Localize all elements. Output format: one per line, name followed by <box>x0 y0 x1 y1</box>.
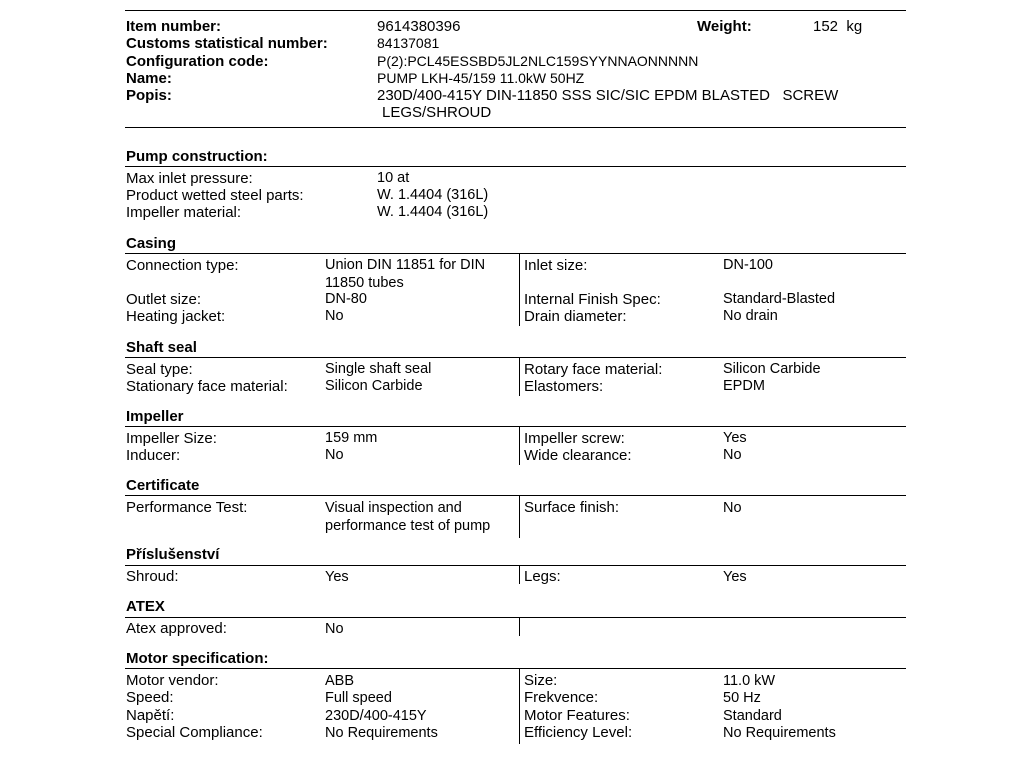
name-label: Name: <box>126 70 172 87</box>
rotary-face-label: Rotary face material: <box>524 361 663 378</box>
connection-type-value-line1: Union DIN 11851 for DIN <box>325 257 486 273</box>
internal-finish-value: Standard-Blasted <box>723 291 836 307</box>
connection-type-value-line2: 11850 tubes <box>325 275 404 291</box>
connection-type-label: Connection type: <box>126 257 239 274</box>
motor-features-label: Motor Features: <box>524 707 630 724</box>
max-inlet-pressure-label: Max inlet pressure: <box>126 170 253 187</box>
section-rule <box>125 357 906 358</box>
header-top-rule <box>125 10 906 11</box>
header-bottom-rule <box>125 127 906 128</box>
motor-vendor-value: ABB <box>325 673 355 689</box>
impeller-material-label: Impeller material: <box>126 204 242 221</box>
popis-label: Popis: <box>126 87 172 104</box>
legs-value: Yes <box>723 569 747 585</box>
special-compliance-label: Special Compliance: <box>126 724 263 741</box>
customs-value: 84137081 <box>377 35 440 51</box>
column-divider <box>519 496 520 538</box>
inlet-size-value: DN-100 <box>723 257 773 273</box>
section-title-certificate: Certificate <box>126 477 200 494</box>
section-title-casing: Casing <box>126 235 177 252</box>
column-divider <box>519 566 520 584</box>
seal-type-label: Seal type: <box>126 361 193 378</box>
heating-jacket-label: Heating jacket: <box>126 308 226 325</box>
section-title-shaft-seal: Shaft seal <box>126 339 197 356</box>
speed-value: Full speed <box>325 690 392 706</box>
shroud-label: Shroud: <box>126 568 179 585</box>
frekvence-label: Frekvence: <box>524 689 599 706</box>
heating-jacket-value: No <box>325 308 344 324</box>
performance-test-value-line2: performance test of pump <box>325 518 491 534</box>
motor-features-value: Standard <box>723 708 782 724</box>
config-label: Configuration code: <box>126 53 269 70</box>
legs-label: Legs: <box>524 568 561 585</box>
wide-clearance-label: Wide clearance: <box>524 447 632 464</box>
name-value: PUMP LKH-45/159 11.0kW 50HZ <box>377 70 585 86</box>
section-rule <box>125 166 906 167</box>
elastomers-value: EPDM <box>723 378 765 394</box>
surface-finish-label: Surface finish: <box>524 499 620 516</box>
wide-clearance-value: No <box>723 447 742 463</box>
config-value: P(2):PCL45ESSBD5JL2NLC159SYYNNAONNNNN <box>377 53 699 69</box>
impeller-screw-value: Yes <box>723 430 747 446</box>
motor-size-value: 11.0 kW <box>723 673 776 689</box>
frekvence-value: 50 Hz <box>723 690 761 706</box>
motor-vendor-label: Motor vendor: <box>126 672 219 689</box>
rotary-face-value: Silicon Carbide <box>723 361 821 377</box>
section-title-pump-construction: Pump construction: <box>126 148 268 165</box>
section-title-accessories: Příslušenství <box>126 546 220 563</box>
inducer-label: Inducer: <box>126 447 181 464</box>
atex-approved-label: Atex approved: <box>126 620 227 637</box>
outlet-size-label: Outlet size: <box>126 291 202 308</box>
item-number-value: 9614380396 <box>377 18 461 35</box>
section-rule <box>125 565 906 566</box>
atex-approved-value: No <box>325 621 344 637</box>
column-divider <box>519 669 520 744</box>
section-rule <box>125 253 906 254</box>
inlet-size-label: Inlet size: <box>524 257 588 274</box>
shroud-value: Yes <box>325 569 349 585</box>
impeller-size-label: Impeller Size: <box>126 430 217 447</box>
seal-type-value: Single shaft seal <box>325 361 432 377</box>
motor-size-label: Size: <box>524 672 558 689</box>
internal-finish-label: Internal Finish Spec: <box>524 291 661 308</box>
popis-value-line1: 230D/400-415Y DIN-11850 SSS SIC/SIC EPDM BLASTED SCREW <box>377 87 839 104</box>
item-number-label: Item number: <box>126 18 222 35</box>
inducer-value: No <box>325 447 344 463</box>
stationary-face-label: Stationary face material: <box>126 378 288 395</box>
column-divider <box>519 427 520 465</box>
performance-test-value-line1: Visual inspection and <box>325 500 462 516</box>
impeller-material-value: W. 1.4404 (316L) <box>377 204 489 220</box>
column-divider <box>519 618 520 636</box>
napeti-value: 230D/400-415Y <box>325 708 427 724</box>
column-divider <box>519 358 520 396</box>
section-rule <box>125 617 906 618</box>
popis-value-line2: LEGS/SHROUD <box>382 104 492 121</box>
column-divider <box>519 254 520 326</box>
speed-label: Speed: <box>126 689 174 706</box>
outlet-size-value: DN-80 <box>325 291 367 307</box>
drain-diameter-label: Drain diameter: <box>524 308 627 325</box>
wetted-steel-label: Product wetted steel parts: <box>126 187 304 204</box>
section-title-impeller: Impeller <box>126 408 184 425</box>
section-title-motor: Motor specification: <box>126 650 269 667</box>
weight-value: 152 kg <box>813 18 863 35</box>
special-compliance-value: No Requirements <box>325 725 438 741</box>
performance-test-label: Performance Test: <box>126 499 248 516</box>
weight-label: Weight: <box>697 18 752 35</box>
customs-label: Customs statistical number: <box>126 35 328 52</box>
efficiency-level-value: No Requirements <box>723 725 836 741</box>
surface-finish-value: No <box>723 500 742 516</box>
efficiency-level-label: Efficiency Level: <box>524 724 633 741</box>
drain-diameter-value: No drain <box>723 308 778 324</box>
impeller-screw-label: Impeller screw: <box>524 430 625 447</box>
section-rule <box>125 495 906 496</box>
section-rule <box>125 426 906 427</box>
elastomers-label: Elastomers: <box>524 378 604 395</box>
wetted-steel-value: W. 1.4404 (316L) <box>377 187 489 203</box>
section-title-atex: ATEX <box>126 598 165 615</box>
impeller-size-value: 159 mm <box>325 430 378 446</box>
section-rule <box>125 668 906 669</box>
stationary-face-value: Silicon Carbide <box>325 378 423 394</box>
napeti-label: Napětí: <box>126 707 175 724</box>
max-inlet-pressure-value: 10 at <box>377 170 410 186</box>
